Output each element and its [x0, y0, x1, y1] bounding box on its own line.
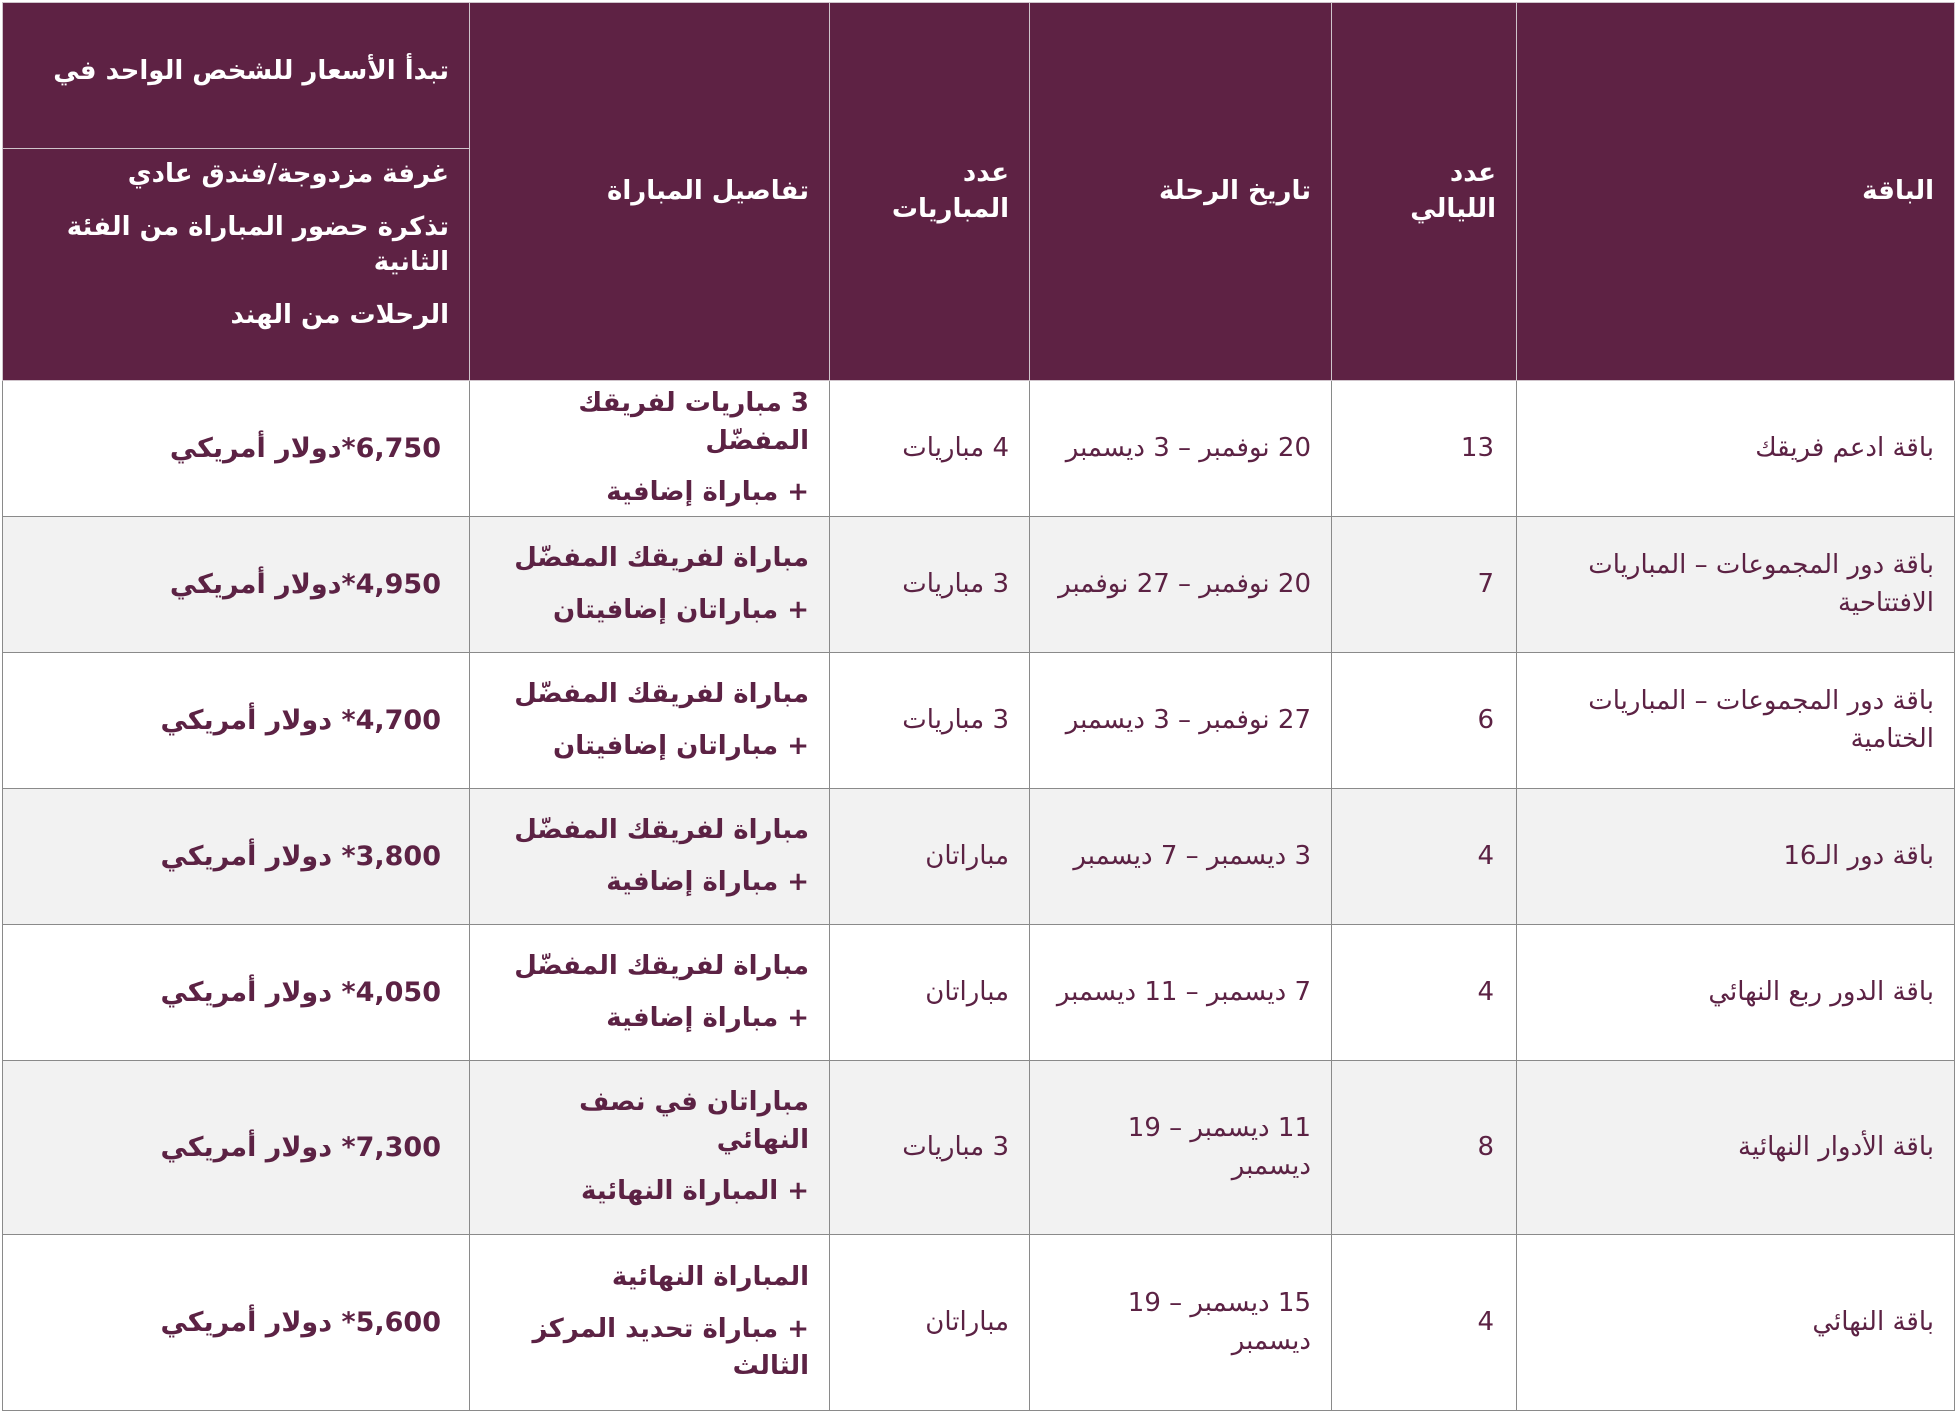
details-line: مباراة لفريقك المفضّل	[514, 542, 809, 573]
cell-date: 7 ديسمبر – 11 ديسمبر	[1030, 925, 1332, 1061]
price-note-ticket: تذكرة حضور المباراة من الفئة الثانية	[66, 212, 449, 278]
table-row	[3, 653, 1955, 789]
header-matches-count-line-1: عدد	[962, 158, 1009, 189]
cell-package: باقة النهائي	[1517, 1235, 1955, 1411]
cell-package: باقة دور الـ16	[1517, 789, 1955, 925]
cell-nights: 13	[1332, 381, 1517, 517]
cell-date: 15 ديسمبر – 19 ديسمبر	[1030, 1235, 1332, 1411]
header-date: تاريخ الرحلة	[1030, 3, 1332, 381]
details-line: مباراة لفريقك المفضّل	[514, 814, 809, 845]
table-header	[3, 3, 1955, 381]
cell-package: باقة دور المجموعات – المباريات الافتتاحية	[1517, 517, 1955, 653]
cell-details	[470, 517, 830, 653]
cell-nights: 4	[1332, 1235, 1517, 1411]
cell-price: 6,750*دولار أمريكي	[3, 381, 470, 517]
details-line: مباراة لفريقك المفضّل	[514, 950, 809, 981]
details-line: المباراة النهائية	[611, 1262, 809, 1293]
cell-date: 27 نوفمبر – 3 ديسمبر	[1030, 653, 1332, 789]
header-nights-line-1: عدد	[1449, 158, 1496, 189]
cell-matches-count: مباراتان	[830, 925, 1030, 1061]
details-line: + مباراة إضافية	[606, 477, 809, 508]
price-note-flights: الرحلات من الهند	[230, 300, 449, 331]
header-matches-count-line-2: المباريات	[891, 193, 1009, 224]
table-row	[3, 789, 1955, 925]
cell-price: 4,050* دولار أمريكي	[3, 925, 470, 1061]
details-line: + مباراة إضافية	[606, 1002, 809, 1033]
cell-details	[470, 381, 830, 517]
cell-nights: 7	[1332, 517, 1517, 653]
cell-matches-count: 3 مباريات	[830, 653, 1030, 789]
cell-price: 7,300* دولار أمريكي	[3, 1061, 470, 1235]
cell-price: 4,950*دولار أمريكي	[3, 517, 470, 653]
details-line: + مباراتان إضافيتان	[553, 730, 809, 761]
details-line: + مباراتان إضافيتان	[553, 594, 809, 625]
cell-matches-count: 3 مباريات	[830, 517, 1030, 653]
cell-nights: 4	[1332, 925, 1517, 1061]
cell-date: 3 ديسمبر – 7 ديسمبر	[1030, 789, 1332, 925]
table-row	[3, 925, 1955, 1061]
cell-price: 4,700* دولار أمريكي	[3, 653, 470, 789]
cell-matches-count: مباراتان	[830, 1235, 1030, 1411]
header-price-title: تبدأ الأسعار للشخص الواحد في	[3, 3, 470, 149]
cell-matches-count: 3 مباريات	[830, 1061, 1030, 1235]
cell-details	[470, 789, 830, 925]
cell-nights: 6	[1332, 653, 1517, 789]
cell-details	[470, 1061, 830, 1235]
details-line: + مباراة إضافية	[606, 866, 809, 897]
table-row	[3, 1061, 1955, 1235]
header-nights-line-2: الليالي	[1410, 193, 1496, 224]
cell-details	[470, 653, 830, 789]
details-line: + مباراة تحديد المركز الثالث	[532, 1313, 809, 1382]
table-row	[3, 1235, 1955, 1411]
cell-date: 20 نوفمبر – 27 نوفمبر	[1030, 517, 1332, 653]
details-line: + المباراة النهائية	[581, 1176, 809, 1207]
header-price-notes	[3, 149, 470, 381]
cell-price: 5,600* دولار أمريكي	[3, 1235, 470, 1411]
cell-matches-count: مباراتان	[830, 789, 1030, 925]
cell-matches-count: 4 مباريات	[830, 381, 1030, 517]
cell-date: 20 نوفمبر – 3 ديسمبر	[1030, 381, 1332, 517]
cell-details	[470, 925, 830, 1061]
header-details: تفاصيل المباراة	[470, 3, 830, 381]
cell-package: باقة دور المجموعات – المباريات الختامية	[1517, 653, 1955, 789]
header-matches-count	[830, 3, 1030, 381]
cell-nights: 4	[1332, 789, 1517, 925]
price-note-room: غرفة مزدوجة/فندق عادي	[127, 159, 449, 189]
cell-nights: 8	[1332, 1061, 1517, 1235]
table-row	[3, 381, 1955, 517]
packages-table	[2, 2, 1955, 1411]
cell-package: باقة الدور ربع النهائي	[1517, 925, 1955, 1061]
table-row	[3, 517, 1955, 653]
cell-date: 11 ديسمبر – 19 ديسمبر	[1030, 1061, 1332, 1235]
header-nights	[1332, 3, 1517, 381]
header-package: الباقة	[1517, 3, 1955, 381]
cell-details	[470, 1235, 830, 1411]
packages-table-container	[2, 2, 1954, 1410]
details-line: مباراة لفريقك المفضّل	[514, 678, 809, 709]
cell-price: 3,800* دولار أمريكي	[3, 789, 470, 925]
cell-package: باقة الأدوار النهائية	[1517, 1061, 1955, 1235]
cell-package: باقة ادعم فريقك	[1517, 381, 1955, 517]
details-line: مباراتان في نصف النهائي	[579, 1087, 809, 1155]
details-line: 3 مباريات لفريقك المفضّل	[578, 388, 809, 456]
table-body	[3, 381, 1955, 1411]
